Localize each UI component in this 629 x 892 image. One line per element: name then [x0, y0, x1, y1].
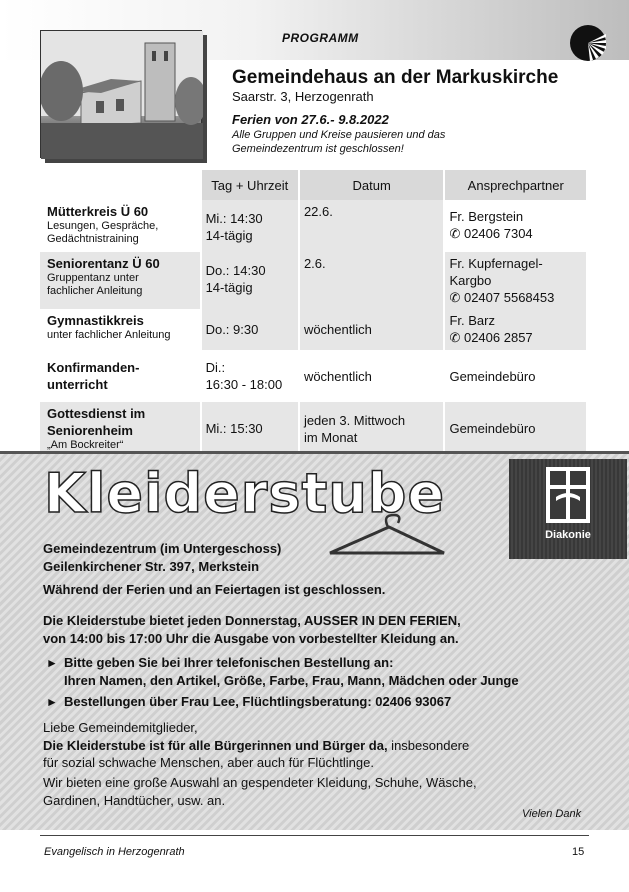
diakonie-logo-icon — [546, 467, 590, 523]
date-cell: wöchentlich — [299, 309, 445, 350]
date-cell: 2.6. — [299, 252, 445, 309]
bullet-line: Bitte geben Sie bei Ihrer telefonischen Bestellung an: — [64, 655, 394, 670]
group-desc: „Am Bockreiter“ — [47, 439, 124, 451]
contact-phone: ✆ 02406 7304 — [449, 226, 533, 241]
table-row — [40, 200, 586, 252]
program-table — [40, 170, 586, 455]
time-line: Di.: — [205, 360, 226, 375]
group-cell — [40, 200, 201, 252]
time-cell — [201, 252, 299, 309]
group-desc: Gruppentanz unter — [47, 272, 139, 284]
para-line: Gardinen, Handtücher, usw. an. — [43, 793, 226, 808]
page-number: 15 — [572, 846, 585, 858]
hanger-icon — [322, 513, 452, 563]
time-cell: Mi.: 15:30 — [201, 402, 299, 455]
offer-line: Die Kleiderstube bietet jeden Donnerstag, AUSSER IN DEN FERIEN, — [43, 613, 461, 628]
thanks-note: Vielen Dank — [522, 808, 582, 820]
table-row — [40, 402, 586, 455]
contact-cell — [444, 252, 586, 309]
contact-cell — [444, 200, 586, 252]
group-name: Gottesdienst im — [47, 406, 146, 421]
diakonie-box — [509, 459, 627, 559]
arrow-bullet-icon: ► — [46, 656, 58, 670]
date-line: im Monat — [303, 429, 358, 445]
time-cell: Do.: 9:30 — [201, 309, 299, 350]
group-name: unterricht — [47, 377, 108, 392]
table-row — [40, 350, 586, 402]
group-cell — [40, 350, 201, 402]
location-line: Geilenkirchener Str. 397, Merkstein — [43, 559, 260, 574]
table-row — [40, 252, 586, 309]
contact-name: Fr. Kupfernagel- — [449, 256, 543, 271]
table-header-blank — [40, 170, 201, 200]
kleiderstube-title: Kleiderstube — [44, 462, 446, 525]
contact-name: Fr. Barz — [449, 313, 495, 328]
group-desc: unter fachlicher Anleitung — [47, 329, 171, 341]
contact-phone: ✆ 02407 5568453 — [449, 290, 555, 305]
closed-notice: Während der Ferien und an Feiertagen ist geschlossen. — [43, 582, 386, 597]
time-line: Mi.: 14:30 — [205, 211, 263, 226]
section-label: PROGRAMM — [282, 31, 359, 45]
footer-rule — [40, 835, 589, 836]
contact-phone: ✆ 02406 2857 — [449, 330, 533, 345]
footer-publication: Evangelisch in Herzogenrath — [44, 846, 185, 858]
parish-logo-icon — [569, 24, 607, 62]
contact-name: Fr. Bergstein — [449, 209, 524, 224]
group-desc: Gedächtnistraining — [47, 233, 139, 245]
group-cell — [40, 402, 201, 455]
diakonie-label: Diakonie — [545, 529, 591, 541]
date-cell: wöchentlich — [299, 350, 445, 402]
date-cell: 22.6. — [299, 200, 445, 252]
time-line: 16:30 - 18:00 — [205, 377, 283, 392]
group-name: Konfirmanden- — [47, 360, 140, 375]
group-desc: fachlicher Anleitung — [47, 285, 143, 297]
holidays-heading: Ferien von 27.6.- 9.8.2022 — [232, 112, 389, 127]
group-cell — [40, 252, 201, 309]
column-header-contact: Ansprechpartner — [444, 170, 586, 200]
time-line: 14-tägig — [205, 280, 253, 295]
venue-title: Gemeindehaus an der Markuskirche — [232, 67, 559, 88]
church-photo — [40, 30, 202, 158]
column-header-time: Tag + Uhrzeit — [201, 170, 299, 200]
para-line: für sozial schwache Menschen, aber auch für Flüchtlinge. — [43, 755, 374, 770]
column-header-date: Datum — [299, 170, 445, 200]
para-line: Wir bieten eine große Auswahl an gespendeter Kleidung, Schuhe, Wäsche, — [43, 775, 477, 790]
group-name: Seniorenheim — [47, 423, 133, 438]
location-line: Gemeindezentrum (im Untergeschoss) — [43, 541, 282, 556]
group-cell — [40, 309, 201, 350]
para-rest: insbesondere — [387, 738, 470, 753]
date-cell — [299, 402, 445, 455]
holidays-note-line-2: Gemeindezentrum ist geschlossen! — [232, 143, 404, 155]
holidays-note-line-1: Alle Gruppen und Kreise pausieren und das — [232, 129, 446, 141]
para-line — [43, 738, 469, 753]
time-line: Do.: 14:30 — [205, 263, 266, 278]
para-bold: Die Kleiderstube ist für alle Bürgerinnen und Bürger da, — [43, 738, 388, 753]
arrow-bullet-icon: ► — [46, 695, 58, 709]
group-desc: Lesungen, Gespräche, — [47, 220, 159, 232]
contact-cell: Gemeindebüro — [444, 402, 586, 455]
holidays-note — [232, 128, 512, 156]
group-name: Mütterkreis Ü 60 — [47, 204, 149, 219]
offer-line: von 14:00 bis 17:00 Uhr die Ausgabe von vorbestellter Kleidung an. — [43, 631, 459, 646]
group-name: Seniorentanz Ü 60 — [47, 256, 160, 271]
date-line: jeden 3. Mittwoch — [303, 412, 406, 428]
group-name: Gymnastikkreis — [47, 313, 144, 328]
table-header — [40, 170, 586, 200]
table-row — [40, 309, 586, 350]
contact-cell: Gemeindebüro — [444, 350, 586, 402]
contact-name: Kargbo — [449, 273, 492, 288]
venue-address: Saarstr. 3, Herzogenrath — [232, 89, 374, 104]
time-cell — [201, 350, 299, 402]
bullet-line: Bestellungen über Frau Lee, Flüchtlingsberatung: 02406 93067 — [64, 694, 452, 709]
contact-cell — [444, 309, 586, 350]
bullet-line: Ihren Namen, den Artikel, Größe, Farbe, Frau, Mann, Mädchen oder Junge — [64, 673, 519, 688]
time-line: 14-tägig — [205, 228, 253, 243]
time-cell — [201, 200, 299, 252]
greeting: Liebe Gemeindemitglieder, — [43, 720, 198, 735]
